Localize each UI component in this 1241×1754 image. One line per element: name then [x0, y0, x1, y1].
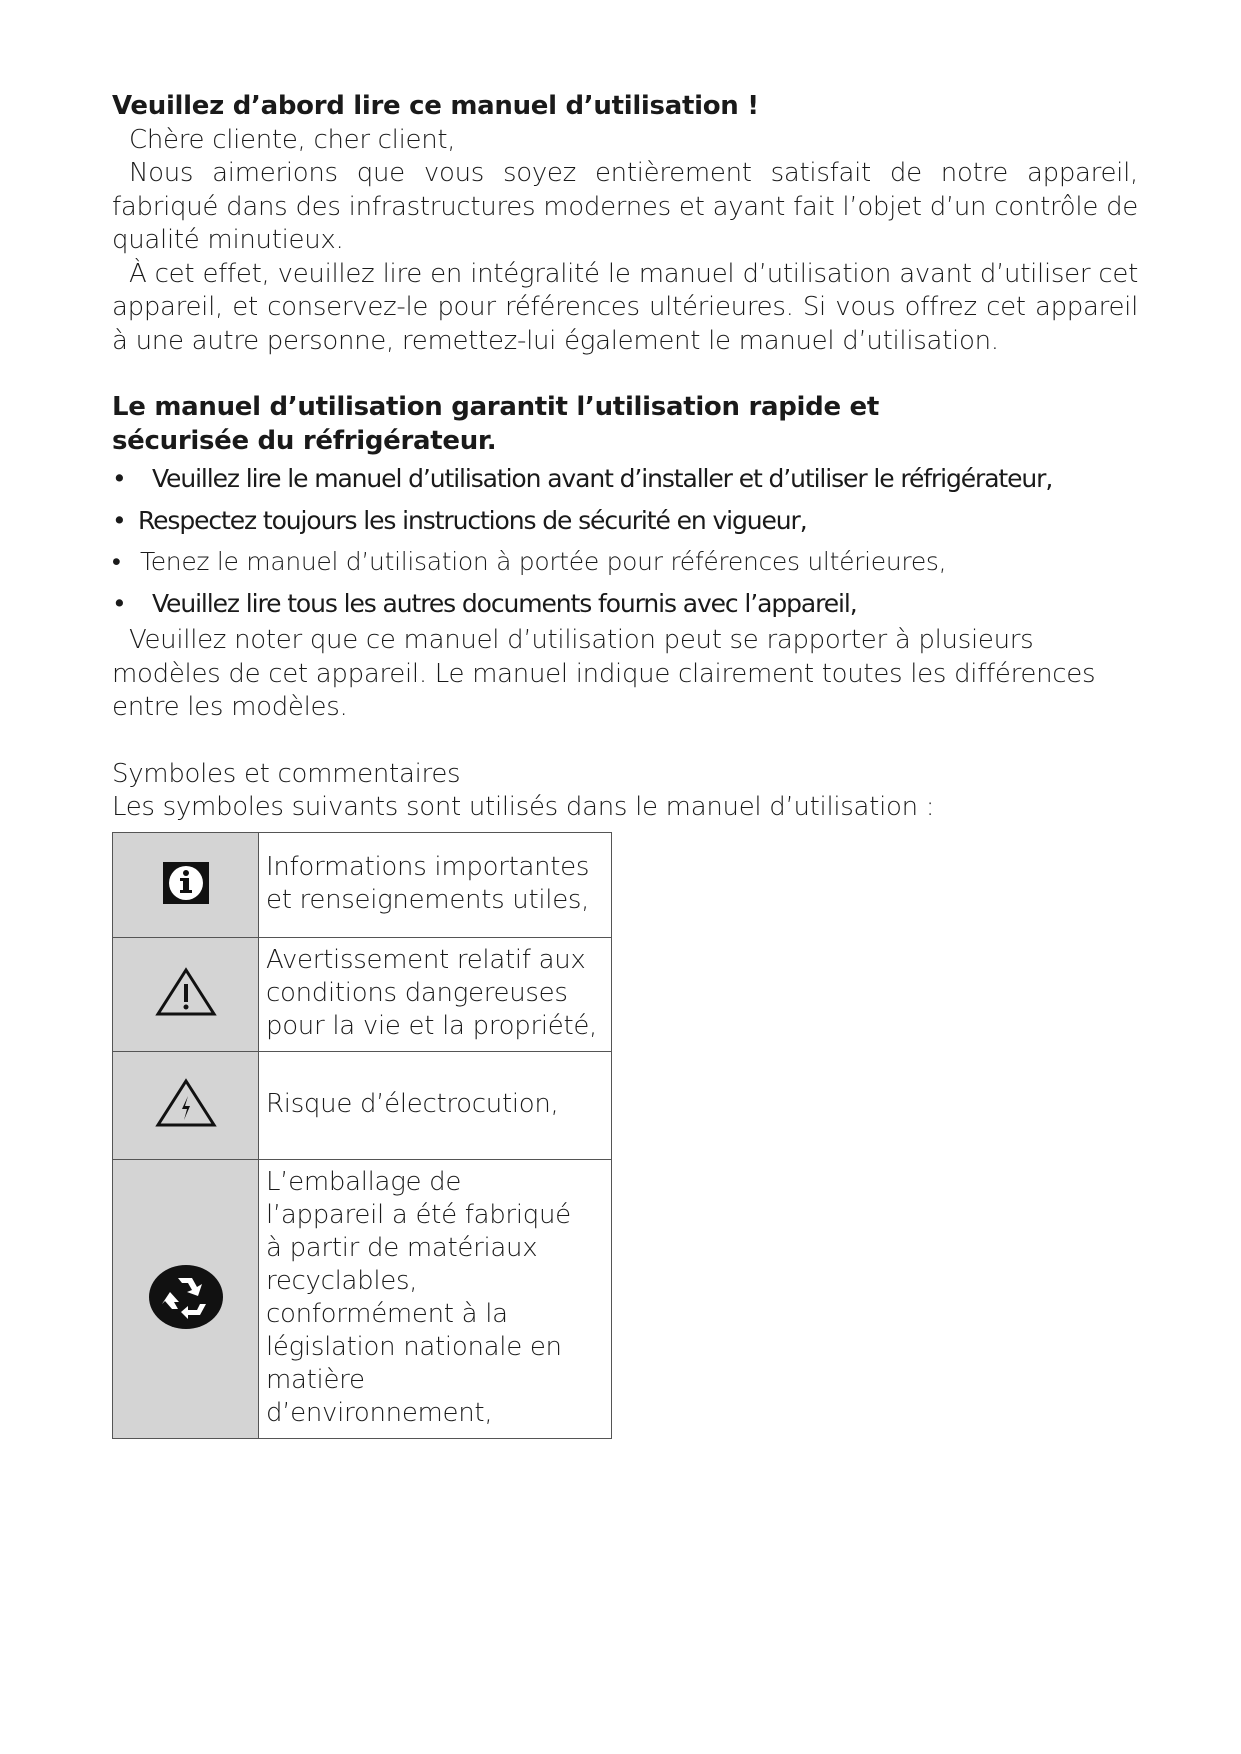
symbol-description: Informations importantes et renseignements utiles,: [259, 832, 612, 937]
icon-cell: [113, 832, 259, 937]
paragraph: Nous aimerions que vous soyez entièrement satisfait de notre appareil, fabriqué dans des infrastructures modernes et ayant fait l’objet d’un contrôle de qualité minutieux.: [112, 158, 1138, 255]
symbol-description: L’emballage de l’appareil a été fabriqué à partir de matériaux recyclables, conformément à la législation nationale en matière d’environnement,: [259, 1159, 612, 1438]
recycle-icon: [148, 1264, 224, 1330]
list-item: • Veuillez lire le manuel d’utilisation avant d’installer et d’utiliser le réfrigérateur,: [112, 458, 1138, 500]
table-row: [113, 1159, 612, 1438]
electric-shock-icon: [155, 1078, 217, 1128]
section-subtitle: Symboles et commentaires: [112, 758, 461, 789]
paragraph: À cet effet, veuillez lire en intégralité le manuel d’utilisation avant d’utiliser cet appareil, et conservez-le pour références ultérieures. Si vous offrez cet appareil à une autre personne, remettez-lui également le manuel d’utilisation.: [112, 258, 1138, 356]
icon-cell: [113, 937, 259, 1051]
section-title: Le manuel d’utilisation garantit l’utilisation rapide et sécurisée du réfrigérateur.: [112, 392, 880, 456]
symbol-description: Avertissement relatif aux conditions dangereuses pour la vie et la propriété,: [259, 937, 612, 1051]
bullet-list: [112, 458, 1138, 624]
paragraph: Les symboles suivants sont utilisés dans le manuel d’utilisation :: [112, 792, 935, 822]
list-item: • Veuillez lire tous les autres documents fournis avec l’appareil,: [112, 583, 1138, 625]
icon-cell: [113, 1051, 259, 1159]
symbol-description: Risque d’électrocution,: [259, 1051, 612, 1159]
warning-icon: [155, 967, 217, 1017]
paragraph: Veuillez noter que ce manuel d’utilisation peut se rapporter à plusieurs modèles de cet appareil. Le manuel indique clairement toutes les différences entre les modèles.: [112, 625, 1096, 722]
table-row: [113, 937, 612, 1051]
info-icon: [163, 862, 209, 904]
icon-cell: [113, 1159, 259, 1438]
manual-page: [112, 90, 1138, 1439]
list-item: • Tenez le manuel d’utilisation à portée pour références ultérieures,: [112, 541, 1138, 583]
section-title: Veuillez d’abord lire ce manuel d’utilisation !: [112, 91, 759, 121]
greeting: Chère cliente, cher client,: [129, 124, 456, 155]
symbols-table: [112, 832, 612, 1439]
list-item: • Respectez toujours les instructions de sécurité en vigueur,: [112, 500, 1138, 542]
table-row: [113, 832, 612, 937]
table-row: [113, 1051, 612, 1159]
